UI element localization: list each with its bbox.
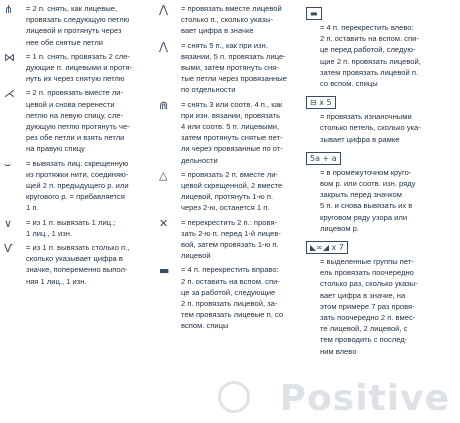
legend-description: = из 1 п. вывязать 1 лиц.; 1 лиц., 1 изн. [26,217,116,238]
stitch-symbol-icon: 5a + a [306,152,341,165]
legend-description: = 2 п. провязать вместе ли- цевой и снова перенести петлю на левую спицу, сле- дующую петлю протянуть че- рез обе петли и взять петли на правую спицу [26,88,130,154]
legend-column-3 [306,3,458,360]
stitch-symbol-icon: Ѵ [4,242,13,256]
legend-entry [159,217,304,262]
legend-entry [306,237,458,357]
stitch-symbol-icon: ⋔ [4,3,14,16]
stitch-symbol-icon: ⋀ [159,3,169,16]
watermark-icon [218,381,250,413]
legend-description: = провязать вместе лицевой столько п., сколько указы- вает цифра в значке [181,4,282,36]
legend-entry [159,40,304,96]
watermark: Positive [279,378,450,419]
stitch-symbol-icon: ▬ [306,7,322,20]
stitch-symbol-icon: ▬ [159,264,170,278]
legend-description: = вывязать лиц. скрещенную из протяжки нити, соединяю- щей 2 п. предыдущего р. или кругового р. = прибавляется 1 п. [26,158,129,213]
stitch-symbol-icon: ⋀ [159,39,169,53]
stitch-symbol-icon: ⌣ [4,157,12,171]
legend-description: = 2 п. снять, как лицевые, провязать следующую петлю лицевой и протянуть через нее обе снятые петли [26,4,130,47]
legend-entry [159,99,304,166]
stitch-symbol-icon: ⋒ [159,98,169,112]
legend-entry [4,51,162,85]
stitch-symbol-icon: ⋌ [4,87,15,101]
stitch-symbol-icon: ⊟ x 5 [306,96,336,109]
legend-description: = провязать 2 п. вместе ли- цевой скрещенной, 2 вместе лицевой, протянуть 1-ю п. через 2-ю, останется 1 п. [181,169,283,213]
stitch-symbol-icon: ∨ [4,216,13,230]
legend-entry [4,217,162,239]
legend-entry [4,158,162,214]
legend-entry [159,264,304,331]
legend-entry [306,3,458,89]
stitch-symbol-icon: ⋈ [4,50,15,64]
stitch-symbol-icon: ✕ [159,216,169,230]
legend-entry [306,148,458,234]
legend-entry [159,169,304,214]
stitch-symbol-icon: ◣∞◢ x 7 [306,241,348,254]
stitch-symbol-icon: △ [159,168,168,182]
legend-description: = из 1 п. вывязать столько п., сколько указывает цифра в значке, попеременно выпол- няя 1 лиц., 1 изн. [26,243,130,286]
legend-description: = выделенные группы пет- ель провязать поочередно столько раз, сколько указы- вает цифра в значке, на этом примере 7 раз провя- зать поочередно 2 п. вмес- те лицевой, 2 лицевой, с тем проводить с послед- ним влево [320,257,418,356]
legend-entry [159,3,304,37]
legend-column-2 [159,3,304,335]
legend-description: = 1 п. снять, провязать 2 сле- дующие п. лицевыми и протя- нуть их через снятую петлю [26,51,133,84]
legend-entry [4,3,162,48]
legend-description: = 4 п. перекрестить вправо: 2 п. оставить на вспом. спи- це за работой, следующие 2 п. провязать лицевой, за- тем провязать лицевые п. со вспом. спицы [181,265,284,331]
legend-description: = провязать изнаночными столько петель, сколько ука- зывает цифра в рамке [320,112,421,144]
legend-description: = перекрестить 2 п.: провя- зать 2-ю п. перед 1-й лицев- вой, затем провязать 1-ю п. лицевой [181,217,281,261]
legend-description: = снять 5 п., как при изн. вязании, 5 п. провязать лице- выми, затем протянуть сня- тые петли через провязанные по отдельности [181,40,287,95]
legend-entry [4,87,162,154]
legend-description: = 4 п. перекрестить влево: 2 п. оставить на вспом. спи- це перед работой, следую- щие 2 п. провязать лицевой, затем провязать лицевой п. со вспом. спицы [320,23,421,89]
legend-column-1 [4,3,162,290]
legend-description: = в промежуточном круго- вом р. или соотв. изн. ряду закрыть перед значком 5 п. и снова вывязать их в круговом ряду узора или лицевом р. [320,167,416,233]
legend-entry [306,92,458,145]
legend-entry [4,242,162,287]
legend-description: = снять 3 или соотв. 4 п., как при изн. вязании, провязать 4 или соотв. 5 п. лицевыми, затем протянуть снятые пет- ли через провязанные по от- дельности [181,99,283,165]
